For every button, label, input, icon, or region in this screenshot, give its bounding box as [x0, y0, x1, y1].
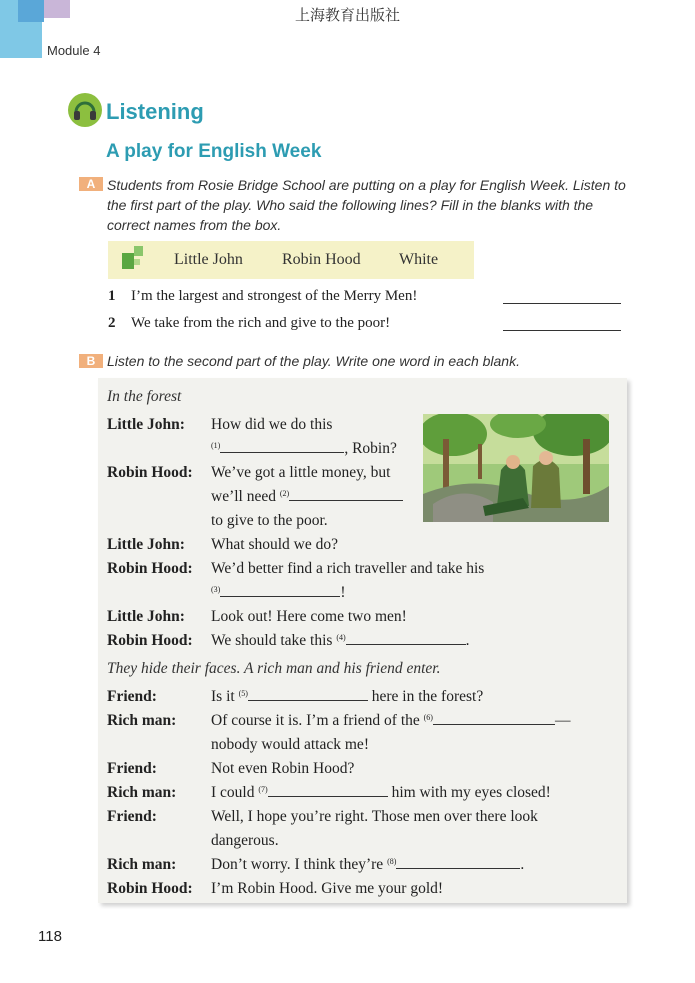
- dialogue-text: we’ll need: [211, 488, 276, 505]
- dialogue-text: .: [465, 632, 470, 649]
- dialogue-line: dangerous.: [211, 832, 279, 849]
- speaker-name: Little John:: [107, 416, 185, 433]
- forest-illustration: [423, 414, 609, 522]
- blank-number: (7): [258, 785, 268, 794]
- speaker-name: Rich man:: [107, 856, 177, 873]
- blank-number: (4): [336, 633, 346, 642]
- dialogue-text: !: [340, 584, 346, 601]
- dialogue-line: [211, 688, 483, 706]
- dialogue-text: We should take this: [211, 632, 333, 649]
- question-number: 2: [108, 315, 116, 331]
- name-box: [108, 241, 474, 279]
- answer-blank[interactable]: [503, 330, 621, 331]
- dialogue-text: Of course it is. I’m a friend of the: [211, 712, 420, 729]
- box-decoration-icon: [122, 253, 134, 269]
- instruction-line: correct names from the box.: [107, 217, 282, 233]
- module-label: Module 4: [47, 43, 101, 58]
- page-number: 118: [38, 928, 62, 945]
- blank-number: (8): [387, 857, 397, 866]
- dialogue-text: Don’t worry. I think they’re: [211, 856, 384, 873]
- dialogue-line: [211, 488, 403, 506]
- dialogue-text: him with my eyes closed!: [391, 784, 551, 801]
- speaker-name: Robin Hood:: [107, 560, 193, 577]
- dialogue-text: , Robin?: [344, 440, 397, 457]
- dialogue-line: We’ve got a little money, but: [211, 464, 391, 481]
- dialogue-text: Is it: [211, 688, 235, 705]
- dialogue-line: How did we do this: [211, 416, 333, 433]
- answer-blank[interactable]: [396, 856, 520, 869]
- dialogue-line: [211, 440, 397, 458]
- question-number: 1: [108, 288, 116, 304]
- name-option: White: [399, 251, 439, 268]
- dialogue-line: Well, I hope you’re right. Those men over there look: [211, 808, 538, 825]
- speaker-name: Friend:: [107, 688, 157, 705]
- answer-blank[interactable]: [433, 712, 555, 725]
- scene-direction: In the forest: [107, 388, 182, 405]
- speaker-name: Robin Hood:: [107, 632, 193, 649]
- dialogue-line: We’d better find a rich traveller and take his: [211, 560, 485, 577]
- dialogue-line: [211, 784, 551, 802]
- part-a-instruction: [107, 175, 626, 235]
- listening-title: Listening: [106, 99, 204, 124]
- speaker-name: Rich man:: [107, 784, 177, 801]
- name-option: Little John: [174, 251, 243, 268]
- dialogue-text: —: [554, 712, 571, 729]
- answer-blank[interactable]: [289, 488, 403, 501]
- blank-number: (2): [279, 489, 290, 498]
- blank-number: (1): [211, 441, 221, 450]
- dialogue-line: What should we do?: [211, 536, 338, 553]
- speaker-name: Rich man:: [107, 712, 177, 729]
- dialogue-line: [211, 584, 346, 602]
- speaker-name: Robin Hood:: [107, 880, 193, 897]
- instruction-line: the first part of the play. Who said the following lines? Fill in the blanks with the: [107, 197, 594, 213]
- speaker-name: Little John:: [107, 608, 185, 625]
- dialogue-line: to give to the poor.: [211, 512, 328, 529]
- part-a-tag: A: [79, 177, 103, 191]
- speaker-name: Little John:: [107, 536, 185, 553]
- dialogue-line: [211, 712, 570, 730]
- dialogue-line: Not even Robin Hood?: [211, 760, 355, 777]
- speaker-name: Friend:: [107, 760, 157, 777]
- scene-direction: They hide their faces. A rich man and his friend enter.: [107, 660, 441, 677]
- dialogue-line: [211, 632, 470, 650]
- blank-number: (3): [211, 585, 221, 594]
- publisher-header: 上海教育出版社: [294, 6, 400, 24]
- box-decoration-icon: [134, 246, 143, 256]
- answer-blank[interactable]: [220, 440, 344, 453]
- part-b-tag: B: [79, 354, 103, 368]
- headphones-icon: [68, 93, 102, 127]
- answer-blank[interactable]: [220, 584, 340, 597]
- answer-blank[interactable]: [346, 632, 466, 645]
- dialogue-line: [211, 856, 524, 874]
- speaker-name: Friend:: [107, 808, 157, 825]
- dialogue-text: .: [520, 856, 525, 873]
- question-text: I’m the largest and strongest of the Merry Men!: [131, 288, 418, 304]
- dialogue-line: Look out! Here come two men!: [211, 608, 407, 625]
- answer-blank[interactable]: [248, 688, 368, 701]
- answer-blank[interactable]: [268, 784, 388, 797]
- name-option: Robin Hood: [282, 251, 361, 268]
- dialogue-line: nobody would attack me!: [211, 736, 369, 753]
- part-b-instruction: Listen to the second part of the play. Write one word in each blank.: [107, 353, 520, 369]
- section-title: A play for English Week: [106, 141, 322, 162]
- dialogue-line: I’m Robin Hood. Give me your gold!: [211, 880, 444, 897]
- instruction-line: Students from Rosie Bridge School are putting on a play for English Week. Listen to: [107, 177, 626, 193]
- blank-number: (5): [238, 689, 248, 698]
- dialogue-text: I could: [211, 784, 255, 801]
- answer-blank[interactable]: [503, 303, 621, 304]
- question-text: We take from the rich and give to the poor!: [131, 315, 391, 331]
- blank-number: (6): [423, 713, 433, 722]
- speaker-name: Robin Hood:: [107, 464, 193, 481]
- box-decoration-icon: [134, 259, 140, 265]
- dialogue-text: here in the forest?: [371, 688, 484, 705]
